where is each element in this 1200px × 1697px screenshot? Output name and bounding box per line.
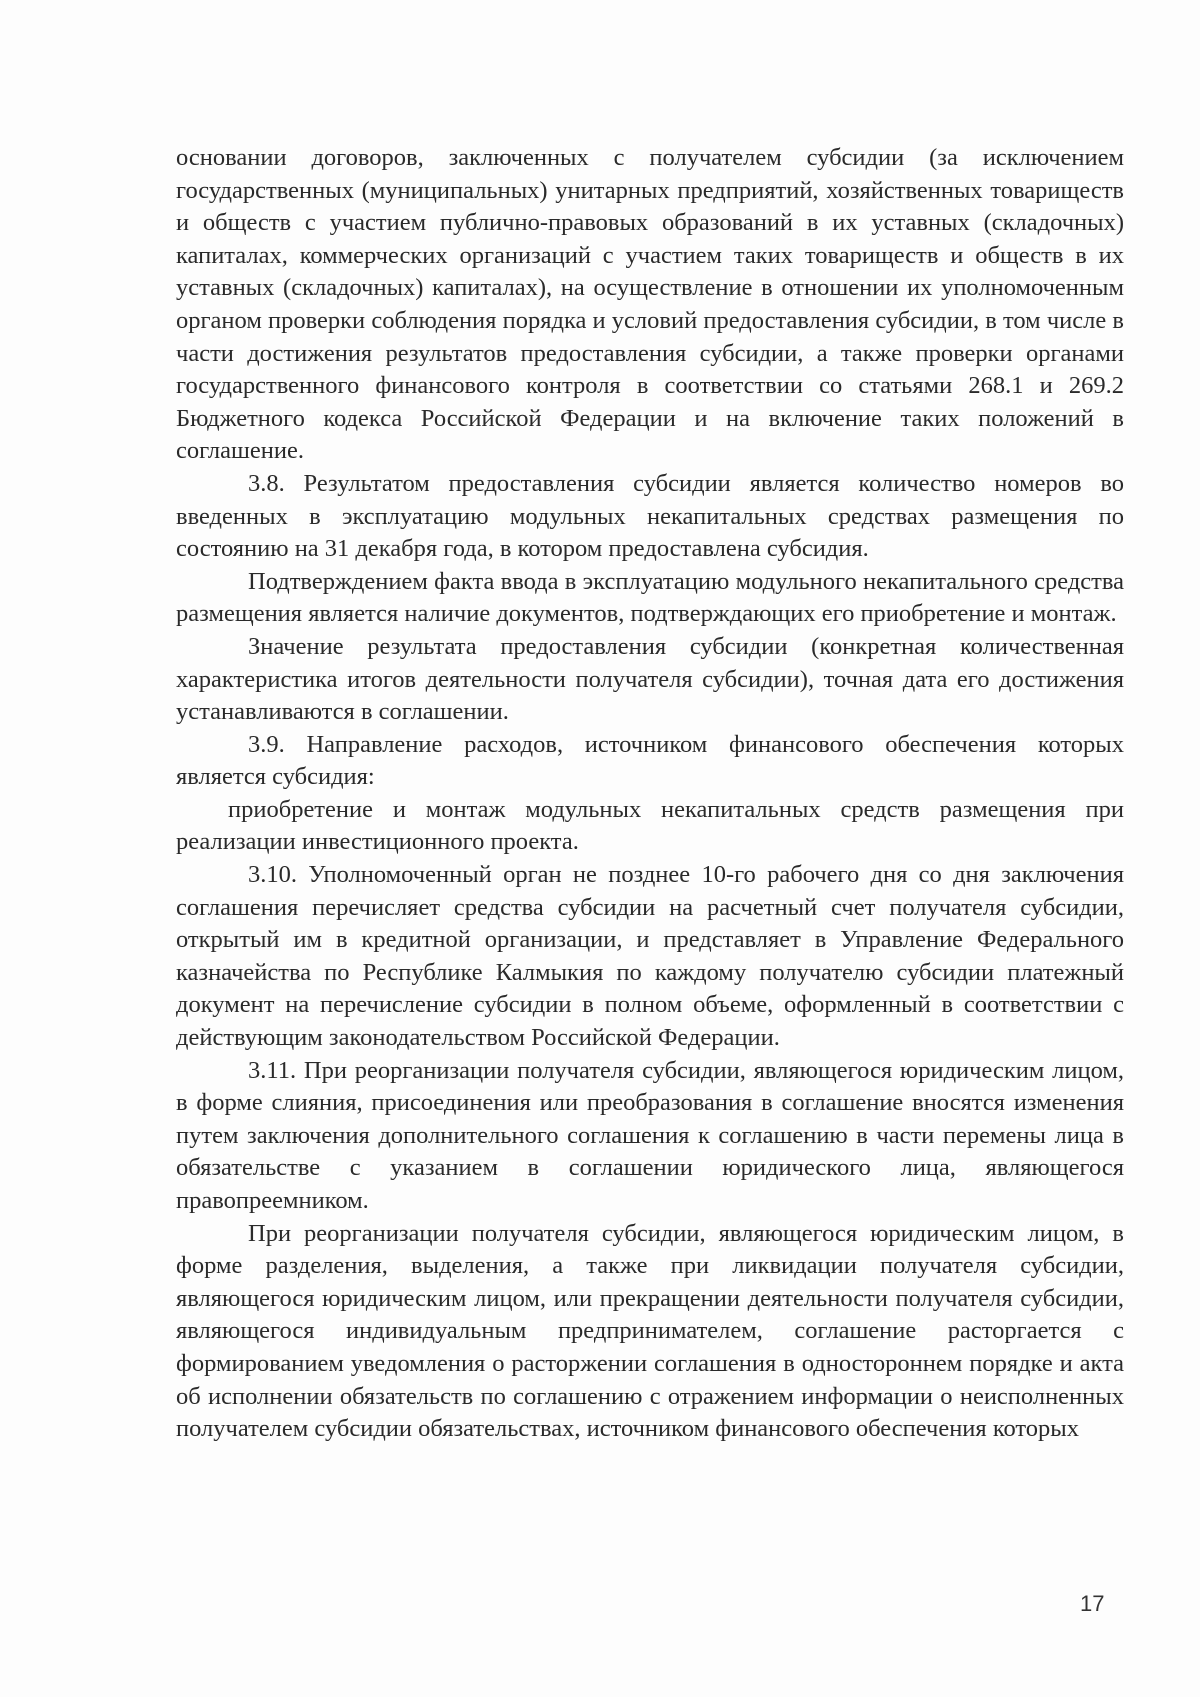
document-body [176, 142, 1124, 1446]
paragraph-confirmation: Подтверждением факта ввода в эксплуатацию модульного некапитального средства размещения является наличие документов, подтверждающих его приобретение и монтаж. [176, 567, 1124, 628]
page-number: 17 [1080, 1591, 1105, 1616]
paragraph-reorganization-division: При реорганизации получателя субсидии, являющегося юридическим лицом, в форме разделения, выделения, а также при ликвидации получателя субсидии, являющегося юридическим лицом, или прекращении деятельности получателя субсидии, являющегося индивидуальным предпринимателем, соглашение расторгается с формированием уведомления о расторжении соглашения в одностороннем порядке и акта об исполнении обязательств по соглашению с отражением информации о неисполненных получателем субсидии обязательствах, источником финансового обеспечения которых [176, 1219, 1124, 1443]
paragraph-continuation: основании договоров, заключенных с получателем субсидии (за исключением государственных (муниципальных) унитарных предприятий, хозяйственных товариществ и обществ с участием публично-правовых образований в их уставных (складочных) капиталах, коммерческих организаций с участием таких товариществ и обществ в их уставных (складочных) капиталах), на осуществление в отношении их уполномоченным органом проверки соблюдения порядка и условий предоставления субсидии, в том числе в части достижения результатов предоставления субсидии, а также проверки органами государственного финансового контроля в соответствии со статьями 268.1 и 269.2 Бюджетного кодекса Российской Федерации и на включение таких положений в соглашение. [176, 144, 1124, 465]
paragraph-3-9: 3.9. Направление расходов, источником финансового обеспечения которых является субсидия: [176, 730, 1124, 791]
paragraph-acquisition: приобретение и монтаж модульных некапитальных средств размещения при реализации инвестиционного проекта. [176, 795, 1124, 856]
paragraph-3-8: 3.8. Результатом предоставления субсидии является количество номеров во введенных в эксплуатацию модульных некапитальных средствах размещения по состоянию на 31 декабря года, в котором предоставлена субсидия. [176, 469, 1124, 563]
paragraph-result-value: Значение результата предоставления субсидии (конкретная количественная характеристика итогов деятельности получателя субсидии), точная дата его достижения устанавливаются в соглашении. [176, 632, 1124, 726]
paragraph-3-11: 3.11. При реорганизации получателя субсидии, являющегося юридическим лицом, в форме слияния, присоединения или преобразования в соглашение вносятся изменения путем заключения дополнительного соглашения к соглашению в части перемены лица в обязательстве с указанием в соглашении юридического лица, являющегося правопреемником. [176, 1056, 1124, 1214]
paragraph-3-10: 3.10. Уполномоченный орган не позднее 10-го рабочего дня со дня заключения соглашения перечисляет средства субсидии на расчетный счет получателя субсидии, открытый им в кредитной организации, и представляет в Управление Федерального казначейства по Республике Калмыкия по каждому получателю субсидии платежный документ на перечисление субсидии в полном объеме, оформленный в соответствии с действующим законодательством Российской Федерации. [176, 861, 1124, 1052]
